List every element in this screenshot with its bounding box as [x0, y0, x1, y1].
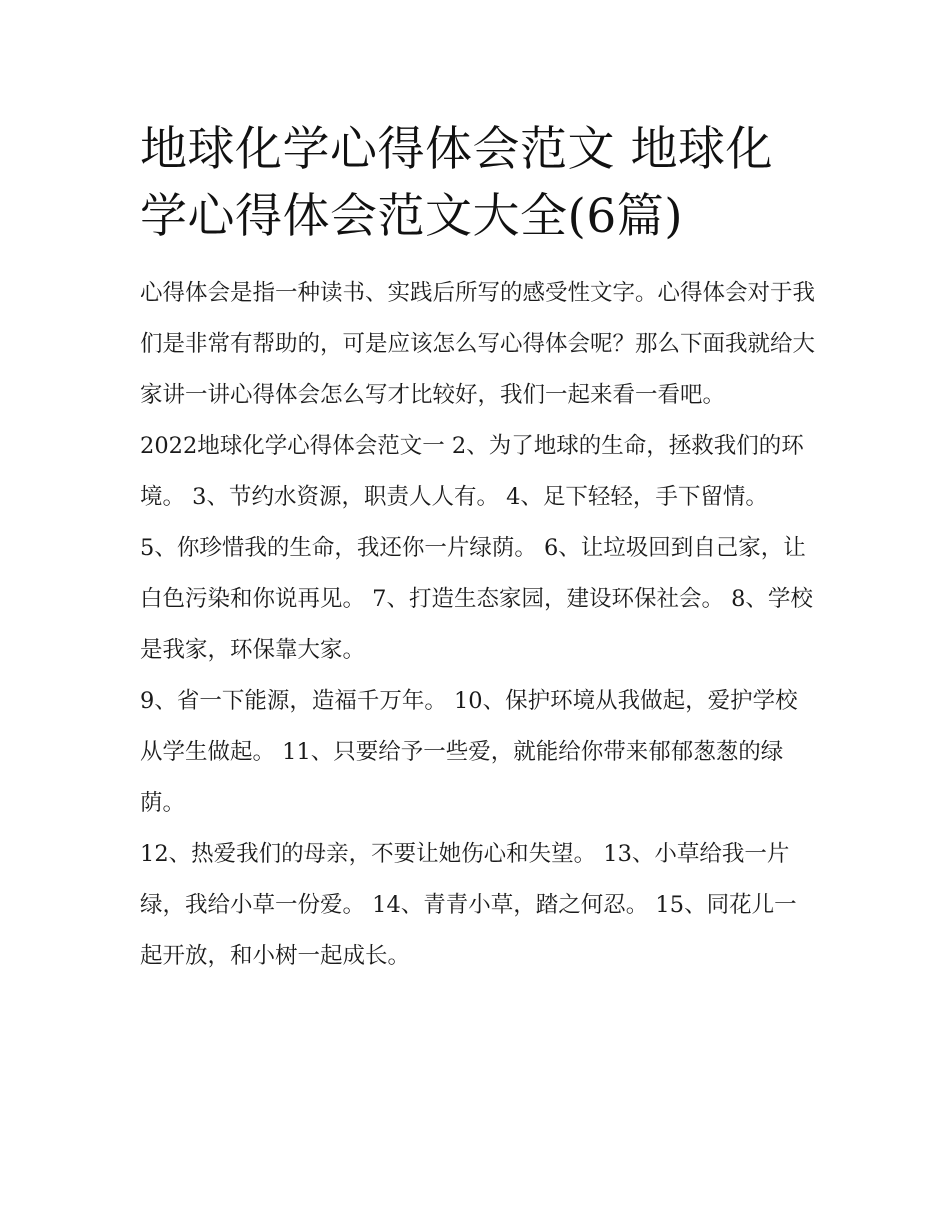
paragraph-slogans-2: 5、你珍惜我的生命，我还你一片绿荫。 6、让垃圾回到自己家，让白色污染和你说再见。 7、打造生态家园，建设环保社会。 8、学校是我家，环保靠大家。 [140, 535, 813, 663]
paragraph-slogans-1: 2022地球化学心得体会范文一 2、为了地球的生命，拯救我们的环境。 3、节约水资源，职责人人有。 4、足下轻轻，手下留情。 [140, 433, 804, 510]
document-title: 地球化学心得体会范文 地球化学心得体会范文大全(6篇) [140, 122, 773, 244]
paragraph-intro: 心得体会是指一种读书、实践后所写的感受性文字。心得体会对于我们是非常有帮助的，可是应该怎么写心得体会呢？那么下面我就给大家讲一讲心得体会怎么写才比较好，我们一起来看一看吧。 [140, 280, 816, 408]
paragraph-slogans-4: 12、热爱我们的母亲，不要让她伤心和失望。 13、小草给我一片绿，我给小草一份爱。 14、青青小草，踏之何忍。 15、同花儿一起开放，和小树一起成长。 [140, 841, 797, 969]
document-body [140, 116, 815, 982]
paragraph-slogans-3: 9、省一下能源，造福千万年。 10、保护环境从我做起，爱护学校从学生做起。 11、只要给予一些爱，就能给你带来郁郁葱葱的绿荫。 [140, 688, 798, 816]
